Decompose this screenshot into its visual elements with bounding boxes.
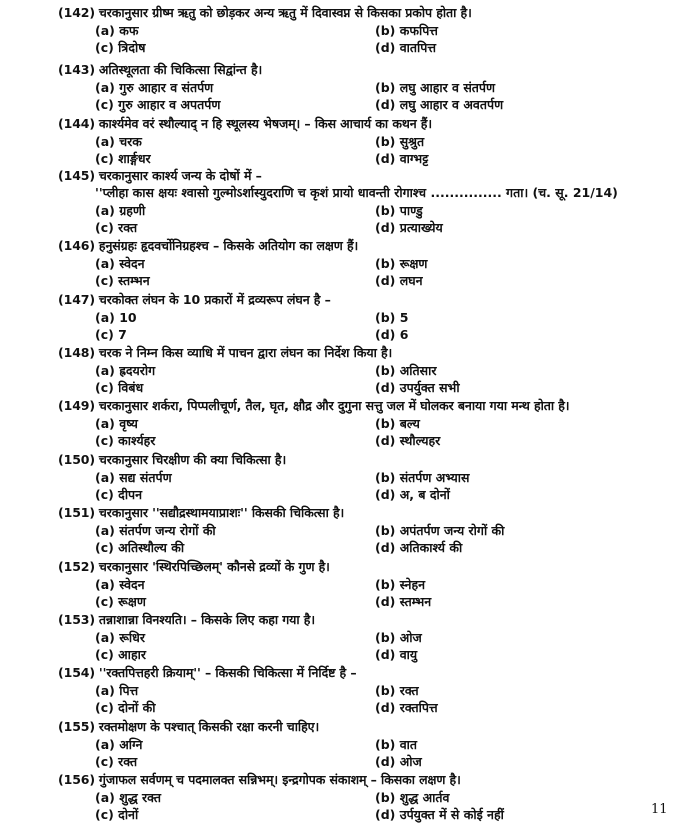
- answer-option: (a) ग्रहणी: [95, 203, 146, 218]
- question-text: चरकानुसार ग्रीष्म ऋतु को छोड़कर अन्य ऋतु में दिवास्वप्न से किसका प्रकोप होता है।: [98, 5, 472, 20]
- question-number: (142): [58, 5, 96, 20]
- answer-option: (d) स्तम्भन: [375, 594, 432, 609]
- answer-option: (c) आहार: [95, 647, 146, 662]
- answer-option: (d) अतिकार्श्य की: [375, 540, 463, 555]
- answer-option: (b) रूक्षण: [375, 256, 428, 271]
- answer-option: (b) ओज: [375, 630, 422, 645]
- answer-option: (a) अग्नि: [95, 737, 143, 752]
- question-text: रक्तमोक्षण के पश्चात् किसकी रक्षा करनी चाहिए।: [98, 719, 320, 734]
- answer-option: (d) लघु आहार व अवतर्पण: [375, 97, 504, 112]
- question-stem: [58, 292, 331, 308]
- question-number: (147): [58, 292, 96, 307]
- question-text: हनुसंग्रहः हृदवर्चोनिग्रहश्च – किसके अतियोग का लक्षण हैं।: [98, 238, 359, 253]
- answer-option: (a) ह्रदयरोग: [95, 363, 156, 378]
- question-number: (146): [58, 238, 96, 253]
- question-stem: [58, 168, 262, 184]
- answer-option: (d) वाग्भट्ट: [375, 151, 429, 166]
- question-stem: [58, 559, 330, 575]
- answer-option: (a) कफ: [95, 23, 139, 38]
- question-stem: [58, 5, 472, 21]
- answer-option: (a) संतर्पण जन्य रोगों की: [95, 523, 216, 538]
- question-stem: [58, 665, 357, 681]
- question-stem: [58, 452, 286, 468]
- question-stem: [58, 719, 319, 735]
- question-number: (151): [58, 505, 96, 520]
- question-text: चरकानुसार चिरक्षीण की क्या चिकित्सा है।: [98, 452, 287, 467]
- answer-option: (c) अतिस्थौल्य की: [95, 540, 185, 555]
- answer-option: (c) रक्त: [95, 754, 138, 769]
- answer-option: (d) वायु: [375, 647, 418, 662]
- question-number: (144): [58, 116, 96, 131]
- answer-option: (c) दीपन: [95, 487, 143, 502]
- answer-option: (a) सद्य संतर्पण: [95, 470, 172, 485]
- question-number: (150): [58, 452, 96, 467]
- answer-option: (b) वात: [375, 737, 418, 752]
- answer-option: (d) लघन: [375, 273, 423, 288]
- question-number: (145): [58, 168, 96, 183]
- answer-option: (d) वातपित्त: [375, 40, 437, 55]
- answer-option: (c) त्रिदोष: [95, 40, 146, 55]
- answer-option: (d) अ, ब दोनों: [375, 487, 450, 502]
- answer-option: (a) स्वेदन: [95, 577, 145, 592]
- answer-option: (c) गुरु आहार व अपतर्पण: [95, 97, 221, 112]
- answer-option: (d) ओज: [375, 754, 422, 769]
- answer-option: (c) स्तम्भन: [95, 273, 150, 288]
- answer-option: (b) रक्त: [375, 683, 419, 698]
- question-stem: [58, 398, 569, 414]
- answer-option: (b) सुश्रुत: [375, 134, 425, 149]
- question-text: गुंजाफल सर्वणम् च पदमालक्त सन्निभम्। इन्द्रगोपक संकाशम् – किसका लक्षण है।: [98, 772, 461, 787]
- answer-option: (a) चरक: [95, 134, 142, 149]
- question-text: चरकानुसार कार्श्य जन्य के दोषों में –: [98, 168, 262, 183]
- question-stem: [58, 772, 461, 788]
- answer-option: (b) लघु आहार व संतर्पण: [375, 80, 496, 95]
- answer-option: (a) गुरु आहार व संतर्पण: [95, 80, 214, 95]
- question-stem: [58, 505, 344, 521]
- answer-option: (c) शार्ङ्गधर: [95, 151, 151, 166]
- question-number: (156): [58, 772, 96, 787]
- answer-option: (b) शुद्ध आर्तव: [375, 790, 450, 805]
- answer-option: (a) स्वेदन: [95, 256, 145, 271]
- answer-option: (c) रूक्षण: [95, 594, 146, 609]
- question-text: चरकोक्त लंघन के 10 प्रकारों में द्रव्यरूप लंघन है –: [98, 292, 331, 307]
- page-number: 11: [651, 802, 668, 817]
- answer-option: (d) स्थौल्यहर: [375, 433, 441, 448]
- question-number: (155): [58, 719, 96, 734]
- question-text: ''रक्तपित्तहरी क्रियाम्'' – किसकी चिकित्सा में निर्दिष्ट है –: [98, 665, 357, 680]
- question-text: चरकानुसार शर्करा, पिप्पलीचूर्ण, तैल, घृत, क्षौद्र और दुगुना सत्तु जल में घोलकर बनाया गया मन्थ होता है।: [98, 398, 570, 413]
- answer-option: (b) स्नेहन: [375, 577, 426, 592]
- question-text: चरकानुसार ''सद्यौद्रस्थामयाप्राशः'' किसकी चिकित्सा है।: [98, 505, 345, 520]
- question-stem: [58, 345, 392, 361]
- answer-option: (d) रक्तपित्त: [375, 700, 438, 715]
- question-number: (149): [58, 398, 96, 413]
- answer-option: (b) अपंतर्पण जन्य रोगों की: [375, 523, 505, 538]
- question-text: चरकानुसार 'स्थिरपिच्छिलम्' कौनसे द्रव्यों के गुण है।: [98, 559, 330, 574]
- answer-option: (c) रक्त: [95, 220, 138, 235]
- question-stem: [58, 116, 432, 132]
- question-text: कार्श्यमेव वरं स्थौल्याद् न हि स्थूलस्य भेषजम्। – किस आचार्य का कथन हैं।: [98, 116, 432, 131]
- answer-option: (a) रूधिर: [95, 630, 145, 645]
- answer-option: (a) वृष्य: [95, 416, 138, 431]
- answer-option: (b) बल्य: [375, 416, 420, 431]
- answer-option: (c) 7: [95, 327, 127, 342]
- question-number: (143): [58, 62, 96, 77]
- answer-option: (d) 6: [375, 327, 409, 342]
- answer-option: (c) दोनों की: [95, 700, 156, 715]
- question-number: (148): [58, 345, 96, 360]
- answer-option: (a) शुद्ध रक्त: [95, 790, 161, 805]
- answer-option: (c) विबंध: [95, 380, 144, 395]
- answer-option: (b) पाण्डु: [375, 203, 423, 218]
- answer-option: (d) उर्पयुक्त में से कोई नहीं: [375, 807, 504, 822]
- question-number: (153): [58, 612, 96, 627]
- answer-option: (d) उपर्युक्त सभी: [375, 380, 460, 395]
- question-extract: ''प्लीहा कास क्षयः श्वासो गुल्मोऽर्शास्युदराणि च कृशं प्रायो धावन्ती रोगाश्च ............... गता। (च. सू. 21/14): [95, 185, 618, 200]
- question-text: अतिस्थूलता की चिकित्सा सिद्वांन्त है।: [98, 62, 263, 77]
- question-text: तन्नाशान्ना विनश्यति। – किसके लिए कहा गया है।: [98, 612, 315, 627]
- question-number: (152): [58, 559, 96, 574]
- question-text: चरक ने निम्न किस व्याधि में पाचन द्वारा लंघन का निर्देश किया है।: [98, 345, 393, 360]
- question-stem: [58, 62, 262, 78]
- question-stem: [58, 238, 358, 254]
- answer-option: (b) 5: [375, 310, 409, 325]
- question-stem: [58, 612, 315, 628]
- answer-option: (b) संतर्पण अभ्यास: [375, 470, 470, 485]
- question-number: (154): [58, 665, 96, 680]
- answer-option: (c) दोनों: [95, 807, 139, 822]
- answer-option: (b) कफपित्त: [375, 23, 438, 38]
- answer-option: (a) 10: [95, 310, 137, 325]
- answer-option: (a) पित्त: [95, 683, 139, 698]
- answer-option: (d) प्रत्याख्येय: [375, 220, 443, 235]
- answer-option: (b) अतिसार: [375, 363, 437, 378]
- answer-option: (c) कार्श्यहर: [95, 433, 156, 448]
